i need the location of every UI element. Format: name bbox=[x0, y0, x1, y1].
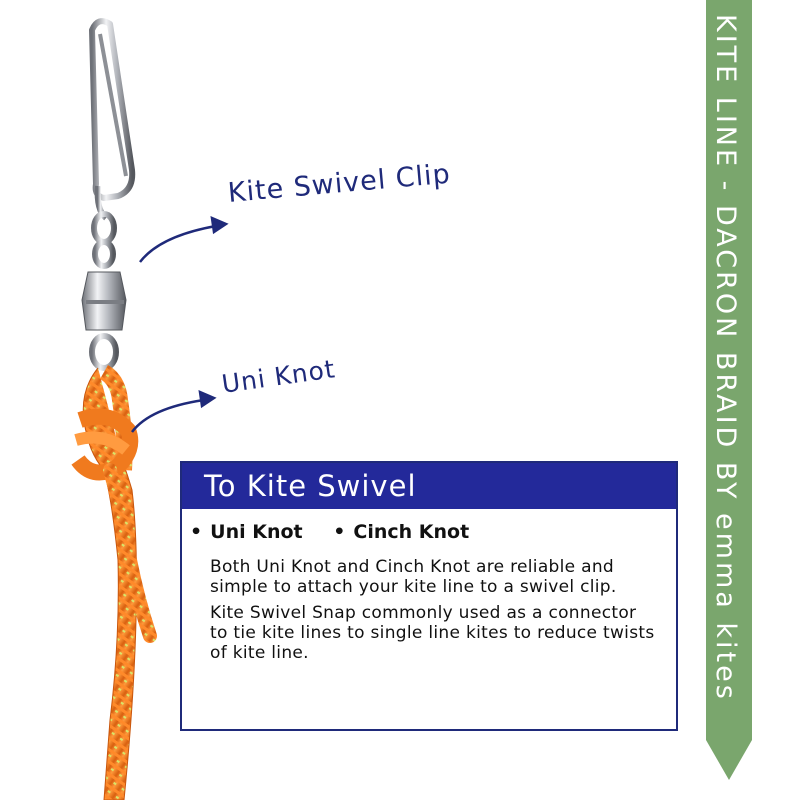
bullet-dot-icon: • bbox=[190, 521, 203, 543]
banner-text: KITE LINE - DACRON BRAID BY emma kites bbox=[710, 14, 741, 702]
description-paragraph: Both Uni Knot and Cinch Knot are reliable and simple to attach your kite line to a swivel clip. bbox=[210, 557, 617, 597]
bullet-item bbox=[190, 521, 303, 543]
side-banner bbox=[706, 0, 752, 780]
bullet-dot-icon: • bbox=[333, 521, 346, 543]
swivel-clip-label: Kite Swivel Clip bbox=[226, 158, 452, 209]
uni-knot-label: Uni Knot bbox=[219, 354, 338, 399]
bullet-item bbox=[333, 521, 469, 543]
info-card bbox=[180, 461, 678, 731]
knot-bullet-list bbox=[190, 521, 676, 549]
bullet-text: Uni Knot bbox=[210, 521, 303, 543]
bullet-text: Cinch Knot bbox=[353, 521, 470, 543]
arrow-icon bbox=[132, 218, 226, 432]
card-title: To Kite Swivel bbox=[182, 463, 676, 509]
description-paragraph: Kite Swivel Snap commonly used as a connector to tie kite lines to single line kites to reduce twists of kite line. bbox=[210, 603, 655, 663]
swivel-clip-image bbox=[82, 21, 132, 368]
uni-knot-image bbox=[76, 368, 150, 800]
